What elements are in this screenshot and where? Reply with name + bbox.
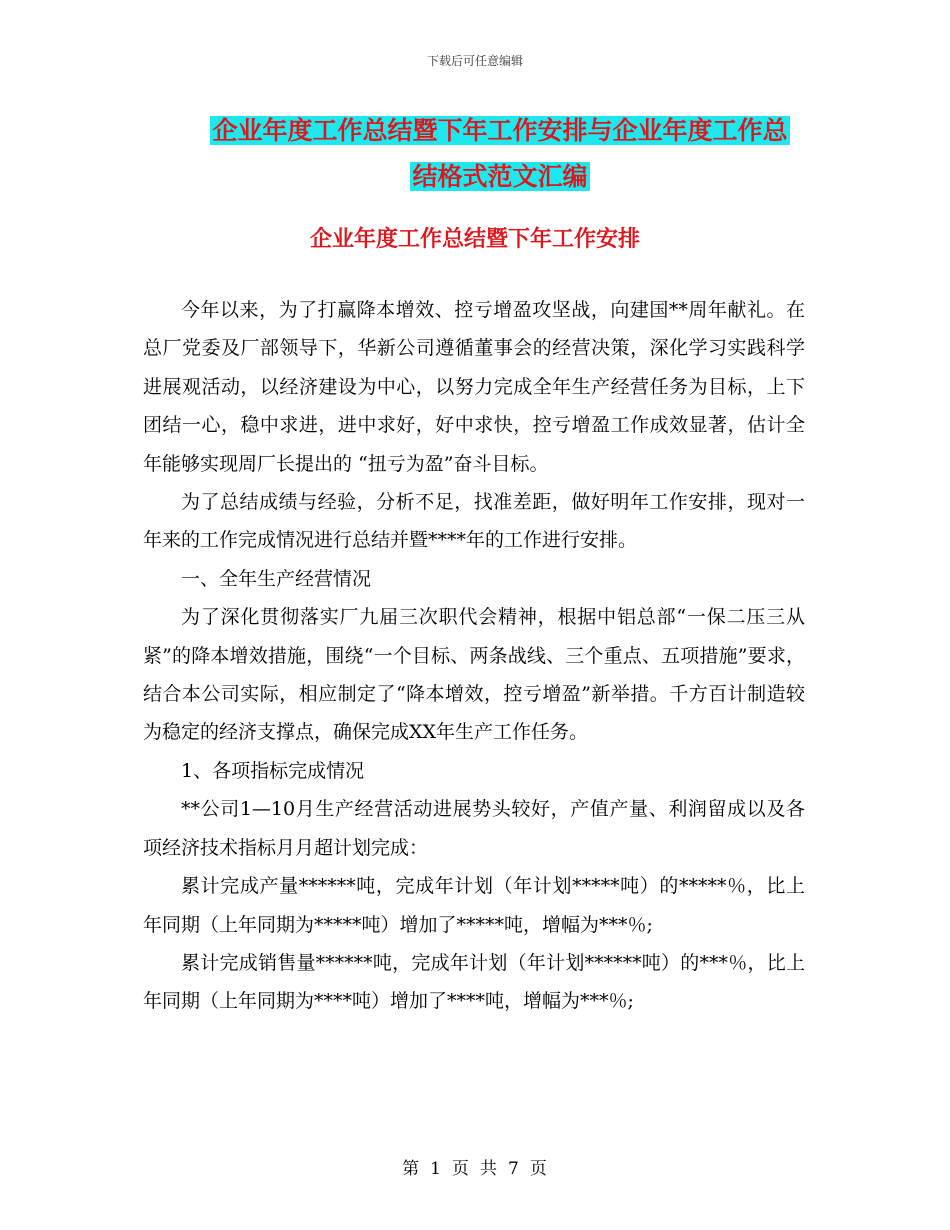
section-heading: 一、全年生产经营情况: [181, 567, 372, 590]
paragraph: 为了深化贯彻落实厂九届三次职代会精神，根据中铝总部“一保二压三从紧”的降本增效措施，围绕“一个目标、两条战线、三个重点、五项措施”要求，结合本公司实际，相应制定了“降本增效，控亏增盈”新举措。千方百计制造较为稳定的经济支撑点，确保完成XX年生产工作任务。: [143, 606, 805, 744]
page-number: 1: [430, 1159, 442, 1179]
paragraph: 今年以来，为了打赢降本增效、控亏增盈攻坚战，向建国**周年献礼。在总厂党委及厂部领导下，华新公司遵循董事会的经营决策，深化学习实践科学进展观活动，以经济建设为中心，以努力完成全年生产经营任务为目标，上下团结一心，稳中求进，进中求好，好中求快，控亏增盈工作成效显著，估计全年能够实现周厂长提出的 “扭亏为盈”奋斗目标。: [143, 299, 805, 475]
footer-middle: 页: [452, 1159, 470, 1179]
page-footer: [0, 1154, 950, 1179]
paragraph: **公司1—10月生产经营活动进展势头较好，产值产量、利润留成以及各项经济技术指标月月超计划完成：: [143, 798, 805, 859]
document-title-line-2: 结格式范文汇编: [412, 162, 588, 191]
subsection-heading: 1、各项指标完成情况: [181, 759, 365, 782]
footer-prefix: 第: [402, 1159, 421, 1179]
paragraph: 为了总结成绩与经验，分析不足，找准差距，做好明年工作安排，现对一年来的工作完成情况进行总结并暨****年的工作进行安排。: [143, 491, 805, 552]
document-body: [143, 291, 805, 1021]
paragraph: 累计完成产量******吨，完成年计划（年计划*****吨）的*****％，比上年同期（上年同期为*****吨）增加了*****吨，增幅为***％;: [143, 875, 805, 936]
section-title: 企业年度工作总结暨下年工作安排: [309, 227, 640, 252]
total-pages: 7: [508, 1159, 520, 1179]
page-header: 下载后可任意编辑: [426, 54, 523, 68]
footer-total-label: 共: [480, 1159, 498, 1179]
document-title-line-1: 企业年度工作总结暨下年工作安排与企业年度工作总: [212, 116, 788, 145]
footer-suffix: 页: [529, 1159, 548, 1179]
paragraph: 累计完成销售量******吨，完成年计划（年计划******吨）的***％，比上年同期（上年同期为****吨）增加了****吨，增幅为***％;: [143, 951, 805, 1013]
document-title: [140, 108, 860, 200]
